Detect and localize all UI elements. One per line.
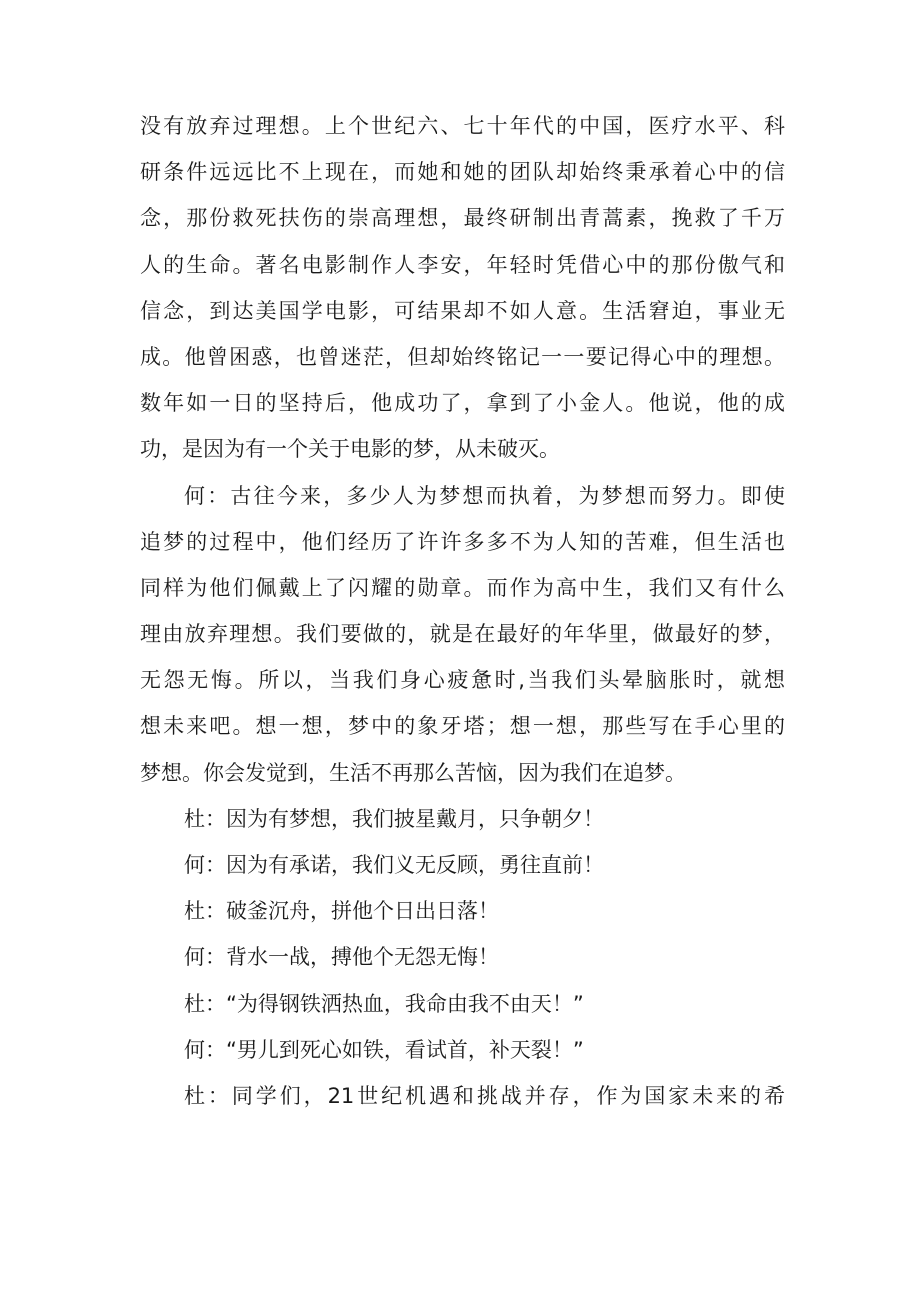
text-line: 追梦的过程中，他们经历了许许多多不为人知的苦难，但生活也 xyxy=(140,529,785,554)
text-line: 杜：因为有梦想，我们披星戴月，只争朝夕！ xyxy=(184,806,604,831)
text-line: 何：古往今来，多少人为梦想而执着，为梦想而努力。即使 xyxy=(184,483,785,508)
text-line: 理由放弃理想。我们要做的，就是在最好的年华里，做最好的梦， xyxy=(140,622,785,647)
text-line: 同样为他们佩戴上了闪耀的勋章。而作为高中生，我们又有什么 xyxy=(140,575,785,600)
text-line: 杜：同学们，21世纪机遇和挑战并存，作为国家未来的希 xyxy=(184,1083,785,1108)
text-line: 想未来吧。想一想，梦中的象牙塔；想一想，那些写在手心里的 xyxy=(140,714,785,739)
text-line: 杜：“为得钢铁洒热血，我命由我不由天！” xyxy=(184,991,584,1016)
text-line: 何：因为有承诺，我们义无反顾，勇往直前！ xyxy=(184,853,604,877)
document-body xyxy=(140,103,785,1119)
text-line: 何：“男儿到死心如铁，看试首，补天裂！” xyxy=(184,1037,584,1062)
text-line: 信念，到达美国学电影，可结果却不如人意。生活窘迫，事业无 xyxy=(140,298,785,323)
text-line: 人的生命。著名电影制作人李安，年轻时凭借心中的那份傲气和 xyxy=(140,252,785,277)
text-line: 功，是因为有一个关于电影的梦，从未破灭。 xyxy=(140,437,560,462)
text-line: 何：背水一战，搏他个无怨无悔！ xyxy=(184,945,499,970)
text-line: 梦想。你会发觉到，生活不再那么苦恼，因为我们在追梦。 xyxy=(140,760,686,785)
text-line: 成。他曾困惑，也曾迷茫，但却始终铭记一一要记得心中的理想。 xyxy=(140,344,785,369)
text-line: 研条件远远比不上现在，而她和她的团队却始终秉承着心中的信 xyxy=(140,160,785,185)
text-line: 无怨无悔。所以，当我们身心疲惫时,当我们头晕脑胀时，就想 xyxy=(140,668,785,693)
text-line: 没有放弃过理想。上个世纪六、七十年代的中国，医疗水平、科 xyxy=(140,114,785,138)
text-line: 杜：破釜沉舟，拼他个日出日落！ xyxy=(184,899,499,924)
text-line: 数年如一日的坚持后，他成功了，拿到了小金人。他说，他的成 xyxy=(140,391,785,416)
text-line: 念，那份救死扶伤的崇高理想，最终研制出青蒿素，挽救了千万 xyxy=(140,206,785,231)
